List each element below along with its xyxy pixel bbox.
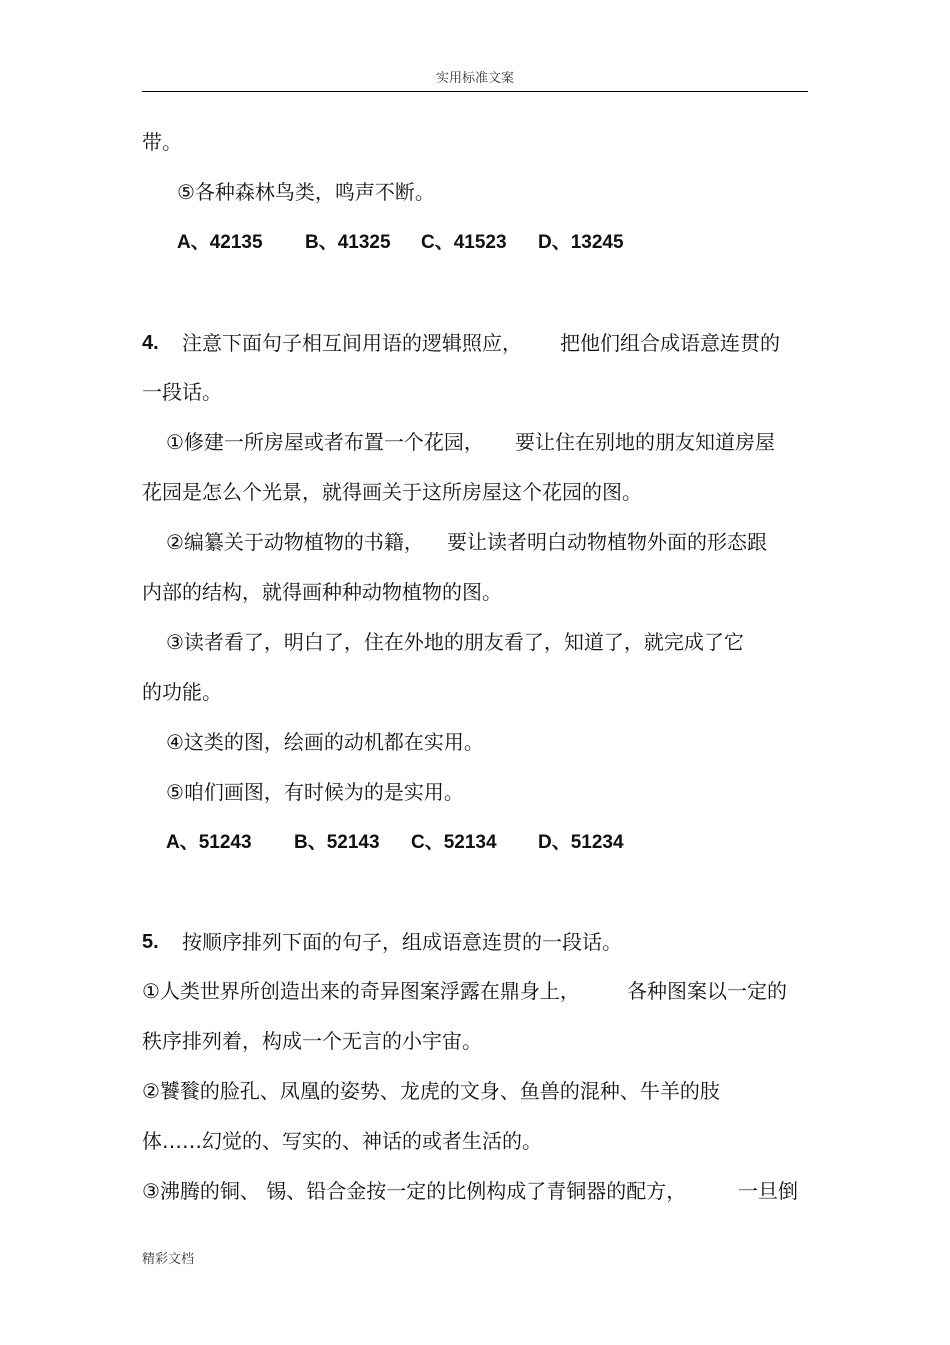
q3-option-c: C、41523 [421, 232, 507, 253]
q3-item-5: ⑤各种森林鸟类，鸣声不断。 [177, 180, 435, 204]
q5-item-3-part1: ③沸腾的铜、 锡、铅合金按一定的比例构成了青铜器的配方， [142, 1179, 687, 1203]
q4-option-a: A、51243 [166, 832, 252, 853]
q4-item-2-part2: 要让读者明白动物植物外面的形态跟 [447, 530, 767, 554]
q4-prompt-part1: 注意下面句子相互间用语的逻辑照应， [182, 331, 522, 355]
q4-item-2-part3: 内部的结构，就得画种种动物植物的图。 [142, 580, 502, 604]
q3-option-b: B、41325 [305, 232, 391, 253]
q4-item-3-part1: ③读者看了，明白了，住在外地的朋友看了，知道了，就完成了它 [166, 630, 744, 654]
q4-item-3-part2: 的功能。 [142, 680, 222, 704]
q4-item-1-part3: 花园是怎么个光景，就得画关于这所房屋这个花园的图。 [142, 480, 642, 504]
q4-number: 4. [142, 332, 159, 354]
q5-item-1-part3: 秩序排列着，构成一个无言的小宇宙。 [142, 1029, 482, 1053]
q5-item-2-part1: ②饕餮的脸孔、凤凰的姿势、龙虎的文身、鱼兽的混种、牛羊的肢 [142, 1079, 720, 1103]
q3-option-d: D、13245 [538, 232, 624, 253]
q3-option-a: A、42135 [177, 232, 263, 253]
q4-item-1-part2: 要让住在别地的朋友知道房屋 [515, 430, 775, 454]
header-divider [142, 91, 808, 92]
q5-prompt: 按顺序排列下面的句子，组成语意连贯的一段话。 [182, 930, 622, 954]
q5-item-1-part2: 各种图案以一定的 [627, 979, 787, 1003]
page-footer: 精彩文档 [142, 1252, 195, 1267]
q4-prompt-part3: 一段话。 [142, 380, 222, 404]
q4-item-1-part1: ①修建一所房屋或者布置一个花园， [166, 430, 484, 454]
q4-item-5: ⑤咱们画图，有时候为的是实用。 [166, 780, 464, 804]
q4-prompt-part2: 把他们组合成语意连贯的 [560, 331, 780, 355]
q3-continuation: 带。 [142, 130, 182, 154]
q5-item-3-part2: 一旦倒 [738, 1179, 798, 1203]
q4-item-2-part1: ②编纂关于动物植物的书籍， [166, 530, 424, 554]
q5-number: 5. [142, 931, 159, 953]
q5-item-2-part2: 体……幻觉的、写实的、神话的或者生活的。 [142, 1129, 542, 1153]
q4-option-d: D、51234 [538, 832, 624, 853]
q4-option-c: C、52134 [411, 832, 497, 853]
q5-item-1-part1: ①人类世界所创造出来的奇异图案浮露在鼎身上， [142, 979, 580, 1003]
page-header: 实用标准文案 [435, 71, 514, 86]
q4-option-b: B、52143 [294, 832, 380, 853]
q4-item-4: ④这类的图，绘画的动机都在实用。 [166, 730, 484, 754]
